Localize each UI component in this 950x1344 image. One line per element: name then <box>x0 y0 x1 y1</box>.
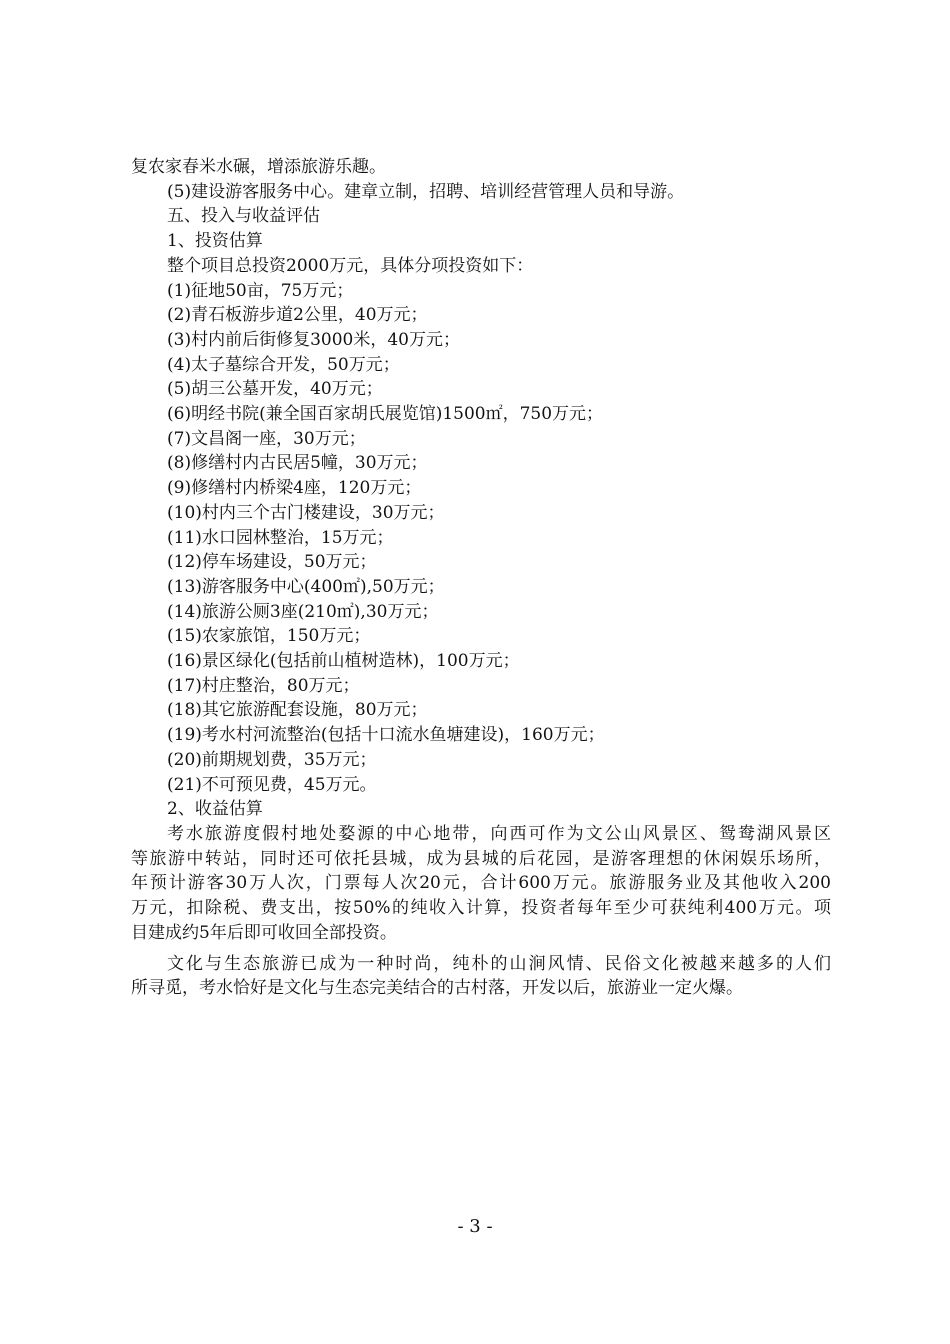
list-item: (19)考水村河流整治(包括十口流水鱼塘建设)，160万元； <box>167 725 605 746</box>
page-number: - 3 - <box>457 1216 493 1237</box>
list-item: (4)太子墓综合开发，50万元； <box>167 354 400 375</box>
service-center-item: (5)建设游客服务中心。建章立制，招聘、培训经营管理人员和导游。 <box>167 181 685 202</box>
list-item: (11)水口园林整治，15万元； <box>167 527 394 548</box>
investment-list <box>131 279 831 798</box>
list-item: (16)景区绿化(包括前山植树造林)，100万元； <box>167 651 520 672</box>
list-item: (2)青石板游步道2公里，40万元； <box>167 305 428 326</box>
total-investment-statement: 整个项目总投资2000万元，具体分项投资如下： <box>167 255 534 276</box>
list-item: (18)其它旅游配套设施，80万元； <box>167 700 428 721</box>
paragraph-line: 文化与生态旅游已成为一种时尚，纯朴的山涧风情、民俗文化被越来越多的人们 <box>167 953 831 974</box>
list-item: (13)游客服务中心(400㎡),50万元； <box>167 576 445 597</box>
list-item: (3)村内前后街修复3000米，40万元； <box>167 329 460 350</box>
section-heading: 五、投入与收益评估 <box>167 206 320 227</box>
list-item: (21)不可预见费，45万元。 <box>167 774 377 795</box>
list-item: (8)修缮村内古民居5幢，30万元； <box>167 453 428 474</box>
list-item: (1)征地50亩，75万元； <box>167 280 354 301</box>
closing-paragraph <box>131 952 831 1001</box>
paragraph-line: 年预计游客30万人次，门票每人次20元，合计600万元。旅游服务业及其他收入200 <box>131 873 831 894</box>
list-item: (6)明经书院(兼全国百家胡氏展览馆)1500㎡，750万元； <box>167 404 604 425</box>
list-item: (15)农家旅馆，150万元； <box>167 626 371 647</box>
document-body <box>131 155 831 1001</box>
list-item: (12)停车场建设，50万元； <box>167 552 377 573</box>
paragraph-line: 万元，扣除税、费支出，按50%的纯收入计算，投资者每年至少可获纯利400万元。项 <box>131 898 831 919</box>
list-item: (7)文昌阁一座，30万元； <box>167 428 366 449</box>
list-item: (9)修缮村内桥梁4座，120万元； <box>167 478 422 499</box>
revenue-paragraph <box>131 822 831 946</box>
paragraph-line: 目建成约5年后即可收回全部投资。 <box>131 922 397 943</box>
list-item: (5)胡三公墓开发，40万元； <box>167 379 383 400</box>
paragraph-line: 所寻觅，考水恰好是文化与生态完美结合的古村落，开发以后，旅游业一定火爆。 <box>131 978 743 999</box>
paragraph-line: 等旅游中转站，同时还可依托县城，成为县城的后花园，是游客理想的休闲娱乐场所， <box>131 848 831 869</box>
list-item: (10)村内三个古门楼建设，30万元； <box>167 502 445 523</box>
investment-heading: 1、投资估算 <box>167 231 263 252</box>
list-item: (20)前期规划费，35万元； <box>167 749 377 770</box>
intro-line: 复农家春米水碾，增添旅游乐趣。 <box>131 157 386 177</box>
list-item: (14)旅游公厕3座(210㎡),30万元； <box>167 601 439 622</box>
revenue-heading: 2、收益估算 <box>167 799 263 820</box>
paragraph-line: 考水旅游度假村地处婺源的中心地带，向西可作为文公山风景区、鸳鸯湖风景区 <box>167 823 831 844</box>
list-item: (17)村庄整治，80万元； <box>167 675 360 696</box>
